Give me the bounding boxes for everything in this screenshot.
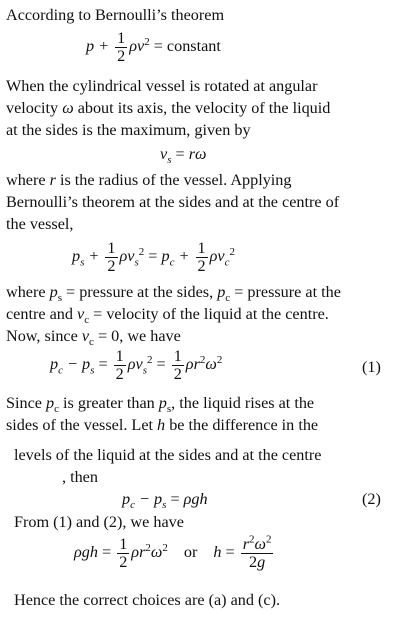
equation-bernoulli: p + $\frac{1}{2}$ $\rho v^2$ = constant xyxy=(86,29,221,65)
text-line: where r is the radius of the vessel. Applying xyxy=(6,171,292,189)
equation-vs: $v_s = r\omega$ xyxy=(160,145,207,167)
text-line: , then xyxy=(62,468,98,486)
equation-2: $p_c - p_s = \rho gh$ xyxy=(122,490,208,512)
text-line: According to Bernoulli’s theorem xyxy=(6,6,225,24)
text-line: velocity ω about its axis, the velocity of the liquid xyxy=(6,99,331,117)
text-line: levels of the liquid at the sides and at the centre xyxy=(14,446,322,464)
text-line: Since $p_c$ is greater than $p_s$, the liquid rises at the xyxy=(6,394,315,416)
text-line: From (1) and (2), we have xyxy=(14,513,184,531)
text-line: When the cylindrical vessel is rotated at angular xyxy=(6,77,318,95)
equation-1-label: (1) xyxy=(362,358,381,376)
text-line: at the sides is the maximum, given by xyxy=(6,121,251,139)
equation-final: ρgh = $\frac{1}{2}$ $\rho r^2\omega^2$ or h = $\frac{r^2\omega^2}{2g}$ xyxy=(74,533,272,571)
equation-sides-centre: $p_s$ + $\frac{1}{2}$ $\rho v_s^2 = p_c$ + $\frac{1}{2}$ $\rho v_c^2$ xyxy=(72,239,235,275)
equation-2-label: (2) xyxy=(362,490,381,508)
text-line: Now, since $v_c = 0$, we have xyxy=(6,327,181,349)
text-line: Bernoulli’s theorem at the sides and at the centre of xyxy=(6,193,340,211)
text-line: centre and $v_c$ = velocity of the liquid at the centre. xyxy=(6,305,329,327)
text-line: Hence the correct choices are (a) and (c). xyxy=(14,591,281,609)
text-line: where $p_s$ = pressure at the sides, $p_c$ = pressure at the xyxy=(6,283,341,305)
equation-1: $p_c - p_s$ = $\frac{1}{2}$ $\rho v_s^2$ = $\frac{1}{2}$ $\rho r^2\omega^2$ xyxy=(50,347,223,383)
text-line: the vessel, xyxy=(6,215,74,233)
text-line: sides of the vessel. Let h be the difference in the xyxy=(6,416,319,434)
